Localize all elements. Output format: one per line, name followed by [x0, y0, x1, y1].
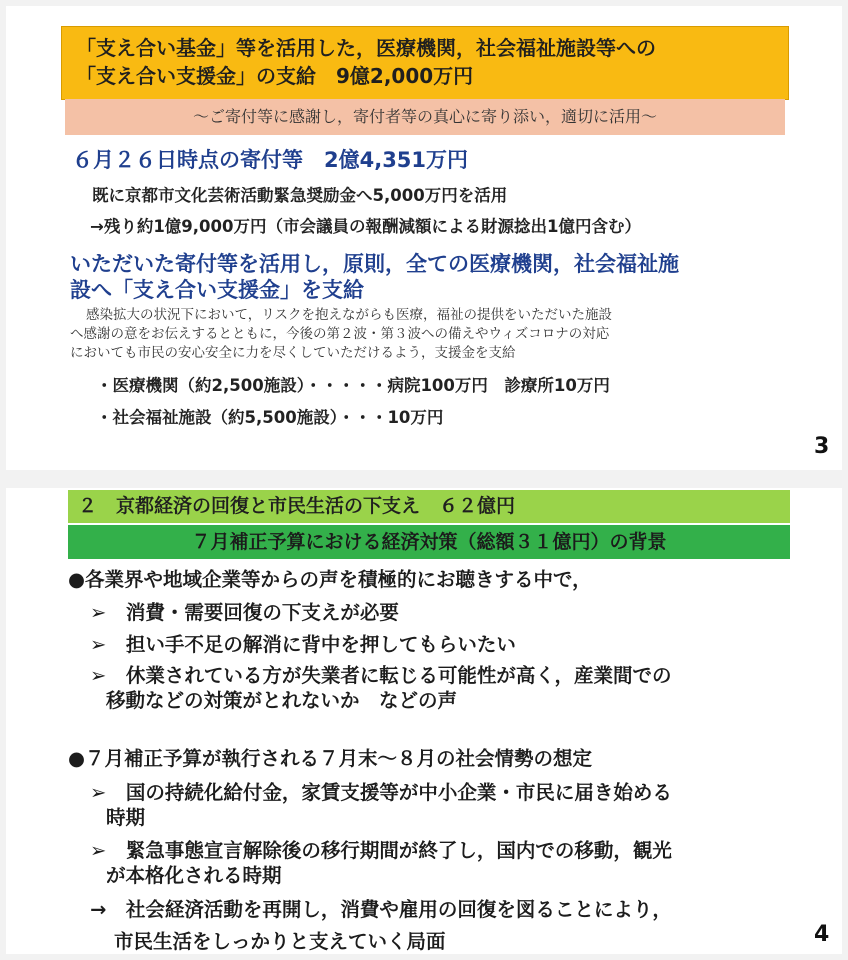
bullet-welfare: ・社会福祉施設（約5,500施設）・・・10万円 [96, 408, 444, 427]
point-1: ●各業界や地域企業等からの声を積極的にお聴きする中で， [68, 568, 592, 591]
donation-line-1: 既に京都市文化芸術活動緊急奨励金へ5,000万円を活用 [92, 186, 508, 205]
donation-line-2: →残り約1億9,000万円（市会議員の報酬減額による財源捻出1億円含む） [90, 217, 641, 236]
slide-4 [6, 488, 842, 954]
explanation-line-2: へ感謝の意をお伝えするとともに，今後の第２波・第３波への備えやウィズコロナの対応 [70, 326, 610, 342]
explanation-line-3: においても市民の安心安全に力を尽くしていただけるよう，支援金を支給 [70, 345, 516, 361]
fund-banner [61, 26, 789, 100]
fund-banner-line1: 「支え合い基金」等を活用した，医療機関，社会福祉施設等への [76, 36, 656, 60]
use-heading-line-1: いただいた寄付等を活用し，原則，全ての医療機関，社会福祉施 [70, 252, 679, 276]
subtitle-banner: ～ご寄付等に感謝し，寄付者等の真心に寄り添い，適切に活用～ [65, 99, 785, 135]
page-number: 3 [814, 434, 830, 459]
point-1-item-3-line-2: 移動などの対策がとれないか などの声 [106, 689, 458, 712]
point-1-item-1: ➢ 消費・需要回復の下支えが必要 [90, 601, 399, 624]
point-2: ●７月補正予算が執行される７月末～８月の社会情勢の想定 [68, 747, 593, 770]
fund-banner-line2: 「支え合い支援金」の支給 9億2,000万円 [76, 64, 474, 88]
point-2-item-2-line-2: が本格化される時期 [106, 864, 282, 887]
explanation-line-1: 感染拡大の状況下において，リスクを抱えながらも医療，福祉の提供をいただいた施設 [86, 307, 612, 323]
conclusion-line-1: → 社会経済活動を再開し，消費や雇用の回復を図ることにより， [90, 898, 672, 921]
point-2-item-2-line-1: ➢ 緊急事態宣言解除後の移行期間が終了し，国内での移動，観光 [90, 839, 672, 862]
conclusion-line-2: 市民生活をしっかりと支えていく局面 [114, 930, 446, 953]
slide-3 [6, 6, 842, 470]
point-2-item-1-line-2: 時期 [106, 806, 146, 829]
donation-heading: ６月２６日時点の寄付等 2億4,351万円 [72, 148, 469, 172]
point-2-item-1-line-1: ➢ 国の持続化給付金，家賃支援等が中小企業・市民に届き始める [90, 781, 672, 804]
point-1-item-3-line-1: ➢ 休業されている方が失業者に転じる可能性が高く，産業間での [90, 664, 672, 687]
point-1-item-2: ➢ 担い手不足の解消に背中を押してもらいたい [90, 633, 516, 656]
page-number: 4 [814, 922, 830, 947]
section-title: ２ 京都経済の回復と市民生活の下支え ６２億円 [68, 490, 790, 523]
background-title: ７月補正予算における経済対策（総額３１億円）の背景 [68, 525, 790, 559]
bullet-medical: ・医療機関（約2,500施設）・・・・・病院100万円 診療所10万円 [96, 376, 610, 395]
use-heading-line-2: 設へ「支え合い支援金」を支給 [70, 278, 364, 302]
